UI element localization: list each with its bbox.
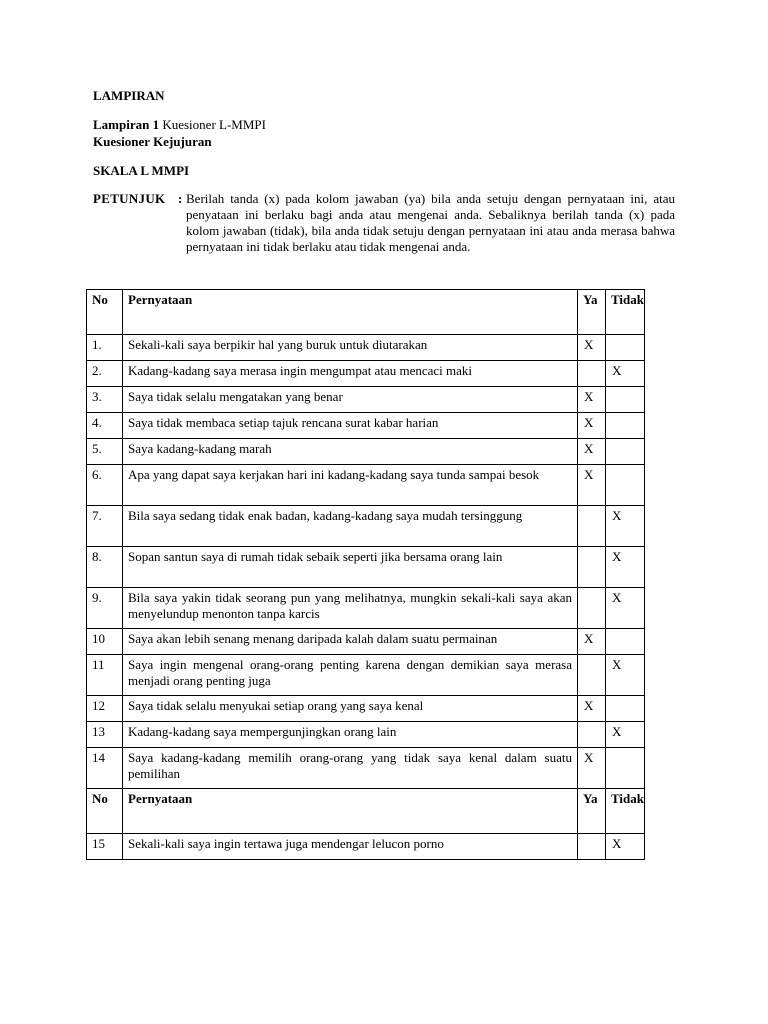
instructions-colon: : — [178, 191, 183, 206]
row-tidak-mark — [606, 748, 645, 789]
row-ya-mark: X — [578, 413, 606, 439]
row-tidak-mark — [606, 413, 645, 439]
row-ya-mark: X — [578, 439, 606, 465]
row-statement: Sekali-kali saya berpikir hal yang buruk untuk diutarakan — [123, 335, 578, 361]
row-tidak-mark: X — [606, 547, 645, 588]
row-ya-mark: X — [578, 465, 606, 506]
header-no: No — [87, 290, 123, 335]
table-row — [87, 655, 645, 696]
row-statement: Apa yang dapat saya kerjakan hari ini kadang-kadang saya tunda sampai besok — [123, 465, 578, 506]
row-ya-mark — [578, 506, 606, 547]
header-tidak: Tidak — [606, 789, 645, 834]
table-row — [87, 465, 645, 506]
row-statement: Saya tidak membaca setiap tajuk rencana surat kabar harian — [123, 413, 578, 439]
row-no: 12 — [87, 696, 123, 722]
row-ya-mark: X — [578, 387, 606, 413]
lampiran-number: Lampiran 1 — [93, 117, 160, 132]
row-tidak-mark: X — [606, 722, 645, 748]
table-row — [87, 629, 645, 655]
row-no: 2. — [87, 361, 123, 387]
row-no: 4. — [87, 413, 123, 439]
row-statement: Saya akan lebih senang menang daripada kalah dalam suatu permainan — [123, 629, 578, 655]
row-ya-mark — [578, 655, 606, 696]
row-no: 3. — [87, 387, 123, 413]
row-ya-mark: X — [578, 696, 606, 722]
table-row — [87, 439, 645, 465]
table-row — [87, 834, 645, 860]
row-no: 15 — [87, 834, 123, 860]
table-row — [87, 722, 645, 748]
row-tidak-mark — [606, 629, 645, 655]
lampiran-subtitle — [93, 117, 266, 133]
row-tidak-mark: X — [606, 588, 645, 629]
skala-title: SKALA L MMPI — [93, 163, 190, 178]
row-ya-mark — [578, 834, 606, 860]
row-no: 9. — [87, 588, 123, 629]
row-statement: Kadang-kadang saya mempergunjingkan orang lain — [123, 722, 578, 748]
row-no: 10 — [87, 629, 123, 655]
row-ya-mark — [578, 588, 606, 629]
table-row — [87, 506, 645, 547]
header-tidak: Tidak — [606, 290, 645, 335]
row-no: 13 — [87, 722, 123, 748]
row-tidak-mark: X — [606, 506, 645, 547]
table-row — [87, 696, 645, 722]
instructions-label: PETUNJUK — [93, 191, 166, 206]
lampiran-heading: LAMPIRAN — [93, 88, 165, 103]
header-statement: Pernyataan — [123, 789, 578, 834]
row-statement: Sopan santun saya di rumah tidak sebaik seperti jika bersama orang lain — [123, 547, 578, 588]
row-ya-mark — [578, 361, 606, 387]
row-statement: Kadang-kadang saya merasa ingin mengumpat atau mencaci maki — [123, 361, 578, 387]
row-tidak-mark — [606, 387, 645, 413]
row-ya-mark: X — [578, 748, 606, 789]
row-tidak-mark: X — [606, 834, 645, 860]
questionnaire-table — [86, 289, 645, 860]
row-tidak-mark — [606, 335, 645, 361]
table-header-row — [87, 290, 645, 335]
row-no: 5. — [87, 439, 123, 465]
table-row — [87, 413, 645, 439]
row-statement: Saya kadang-kadang marah — [123, 439, 578, 465]
row-statement: Saya tidak selalu menyukai setiap orang yang saya kenal — [123, 696, 578, 722]
row-no: 11 — [87, 655, 123, 696]
row-statement: Saya tidak selalu mengatakan yang benar — [123, 387, 578, 413]
table-row — [87, 547, 645, 588]
header-statement: Pernyataan — [123, 290, 578, 335]
row-ya-mark — [578, 547, 606, 588]
row-tidak-mark: X — [606, 655, 645, 696]
header-ya: Ya — [578, 290, 606, 335]
table-row — [87, 335, 645, 361]
row-tidak-mark — [606, 465, 645, 506]
header-ya: Ya — [578, 789, 606, 834]
header-no: No — [87, 789, 123, 834]
row-no: 14 — [87, 748, 123, 789]
table-row — [87, 588, 645, 629]
row-no: 6. — [87, 465, 123, 506]
row-statement: Saya kadang-kadang memilih orang-orang yang tidak saya kenal dalam suatu pemilihan — [123, 748, 578, 789]
row-statement: Bila saya sedang tidak enak badan, kadang-kadang saya mudah tersinggung — [123, 506, 578, 547]
row-no: 1. — [87, 335, 123, 361]
row-no: 8. — [87, 547, 123, 588]
table-row — [87, 361, 645, 387]
row-tidak-mark — [606, 439, 645, 465]
row-statement: Saya ingin mengenal orang-orang penting karena dengan demikian saya merasa menjadi orang penting juga — [123, 655, 578, 696]
row-statement: Sekali-kali saya ingin tertawa juga mendengar lelucon porno — [123, 834, 578, 860]
instructions-text: Berilah tanda (x) pada kolom jawaban (ya) bila anda setuju dengan pernyataan ini, atau penyataan ini berlaku bagi anda atau mengenai anda. Sebaliknya berilah tanda (x) pada kolom jawaban (tidak), bila anda tidak setuju dengan pernyataan ini atau anda merasa bahwa pernyataan ini tidak berlaku atau tidak mengenai anda. — [186, 191, 675, 254]
row-ya-mark — [578, 722, 606, 748]
row-tidak-mark: X — [606, 361, 645, 387]
table-header-row-repeat — [87, 789, 645, 834]
lampiran-title: Kuesioner L-MMPI — [159, 117, 266, 132]
row-statement: Bila saya yakin tidak seorang pun yang melihatnya, mungkin sekali-kali saya akan menyelundup menonton tanpa karcis — [123, 588, 578, 629]
row-ya-mark: X — [578, 629, 606, 655]
kuesioner-title: Kuesioner Kejujuran — [93, 134, 212, 149]
table-row — [87, 387, 645, 413]
row-ya-mark: X — [578, 335, 606, 361]
row-no: 7. — [87, 506, 123, 547]
table-row — [87, 748, 645, 789]
row-tidak-mark — [606, 696, 645, 722]
